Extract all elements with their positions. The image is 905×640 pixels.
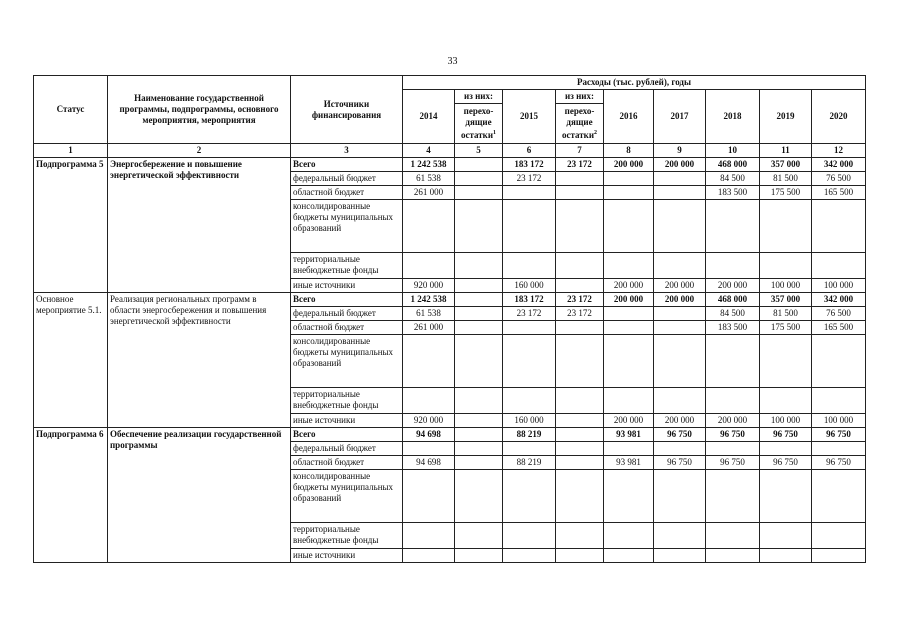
table-cell: 468 000 bbox=[706, 158, 760, 172]
table-cell bbox=[503, 200, 556, 253]
table-cell: 76 500 bbox=[812, 172, 866, 186]
table-cell bbox=[403, 253, 455, 279]
row-source-label: консолидированные бюджеты муниципальных образований bbox=[291, 200, 403, 253]
table-cell bbox=[812, 388, 866, 414]
table-cell bbox=[654, 388, 706, 414]
table-cell bbox=[706, 442, 760, 456]
row-source-label: федеральный бюджет bbox=[291, 307, 403, 321]
table-cell bbox=[503, 253, 556, 279]
table-cell bbox=[812, 470, 866, 523]
table-row bbox=[34, 158, 866, 172]
table-cell: 96 750 bbox=[706, 456, 760, 470]
table-cell bbox=[455, 414, 503, 428]
table-cell: 200 000 bbox=[654, 414, 706, 428]
table-cell bbox=[503, 335, 556, 388]
table-cell bbox=[706, 253, 760, 279]
table-cell bbox=[604, 549, 654, 563]
table-cell bbox=[812, 335, 866, 388]
table-cell: 100 000 bbox=[812, 279, 866, 293]
table-cell bbox=[403, 549, 455, 563]
table-cell: 94 698 bbox=[403, 428, 455, 442]
table-cell: 261 000 bbox=[403, 186, 455, 200]
header-2017: 2017 bbox=[654, 90, 706, 144]
table-cell: 23 172 bbox=[556, 307, 604, 321]
table-cell: 23 172 bbox=[556, 293, 604, 307]
table-cell: 357 000 bbox=[760, 293, 812, 307]
row-source-label: иные источники bbox=[291, 414, 403, 428]
table-cell bbox=[812, 253, 866, 279]
table-cell bbox=[455, 200, 503, 253]
header-carryover-1: перехо- дящие остатки$^1$ bbox=[455, 104, 503, 144]
table-cell bbox=[654, 200, 706, 253]
row-source-label: федеральный бюджет bbox=[291, 172, 403, 186]
page-number: 33 bbox=[447, 56, 458, 67]
table-cell: 96 750 bbox=[760, 428, 812, 442]
table-cell: 200 000 bbox=[604, 293, 654, 307]
table-cell: 23 172 bbox=[556, 158, 604, 172]
row-source-label: консолидированные бюджеты муниципальных образований bbox=[291, 335, 403, 388]
table-cell bbox=[760, 253, 812, 279]
table-cell: 160 000 bbox=[503, 414, 556, 428]
row-source-label: федеральный бюджет bbox=[291, 442, 403, 456]
table-cell bbox=[654, 307, 706, 321]
row-source-label: Всего bbox=[291, 158, 403, 172]
table-cell: 200 000 bbox=[654, 158, 706, 172]
table-cell: 200 000 bbox=[604, 279, 654, 293]
row-source-label: иные источники bbox=[291, 549, 403, 563]
table-cell bbox=[760, 523, 812, 549]
table-cell bbox=[604, 253, 654, 279]
table-cell: 96 750 bbox=[706, 428, 760, 442]
table-cell: 1 242 538 bbox=[403, 158, 455, 172]
table-cell: 100 000 bbox=[760, 414, 812, 428]
budget-table bbox=[33, 75, 866, 563]
header-2014: 2014 bbox=[403, 90, 455, 144]
table-cell bbox=[604, 470, 654, 523]
table-cell bbox=[706, 549, 760, 563]
row-status: Основное мероприятие 5.1. bbox=[34, 293, 108, 428]
table-cell bbox=[654, 523, 706, 549]
table-cell bbox=[654, 549, 706, 563]
table-cell bbox=[455, 523, 503, 549]
table-cell: 88 219 bbox=[503, 456, 556, 470]
table-cell: 200 000 bbox=[654, 279, 706, 293]
table-cell bbox=[455, 470, 503, 523]
table-cell bbox=[556, 442, 604, 456]
table-cell bbox=[760, 442, 812, 456]
header-status: Статус bbox=[34, 76, 108, 144]
row-source-label: областной бюджет bbox=[291, 321, 403, 335]
table-row bbox=[34, 428, 866, 442]
table-cell: 200 000 bbox=[706, 279, 760, 293]
table-cell bbox=[455, 307, 503, 321]
table-cell bbox=[654, 172, 706, 186]
header-2020: 2020 bbox=[812, 90, 866, 144]
table-cell: 200 000 bbox=[604, 158, 654, 172]
table-cell bbox=[812, 549, 866, 563]
table-cell bbox=[455, 172, 503, 186]
table-cell: 96 750 bbox=[812, 456, 866, 470]
table-cell: 342 000 bbox=[812, 293, 866, 307]
table-cell: 61 538 bbox=[403, 307, 455, 321]
table-cell bbox=[812, 200, 866, 253]
row-source-label: областной бюджет bbox=[291, 186, 403, 200]
table-cell bbox=[604, 523, 654, 549]
table-cell bbox=[604, 172, 654, 186]
table-cell bbox=[706, 335, 760, 388]
row-source-label: областной бюджет bbox=[291, 456, 403, 470]
table-cell bbox=[706, 388, 760, 414]
table-cell bbox=[654, 253, 706, 279]
table-cell bbox=[706, 200, 760, 253]
table-cell: 100 000 bbox=[812, 414, 866, 428]
table-cell: 81 500 bbox=[760, 307, 812, 321]
table-cell: 61 538 bbox=[403, 172, 455, 186]
table-cell bbox=[654, 470, 706, 523]
table-cell bbox=[503, 549, 556, 563]
table-cell bbox=[455, 293, 503, 307]
table-cell: 160 000 bbox=[503, 279, 556, 293]
table-cell bbox=[760, 470, 812, 523]
header-source: Источники финансирования bbox=[291, 76, 403, 144]
table-cell bbox=[760, 388, 812, 414]
table-cell bbox=[455, 186, 503, 200]
table-cell bbox=[455, 428, 503, 442]
table-cell bbox=[455, 158, 503, 172]
table-cell: 175 500 bbox=[760, 186, 812, 200]
row-source-label: территориальные внебюджетные фонды bbox=[291, 388, 403, 414]
table-cell bbox=[654, 442, 706, 456]
table-cell bbox=[455, 321, 503, 335]
table-cell: 88 219 bbox=[503, 428, 556, 442]
table-cell bbox=[503, 523, 556, 549]
table-cell bbox=[403, 442, 455, 456]
table-cell bbox=[455, 549, 503, 563]
table-cell: 93 981 bbox=[604, 456, 654, 470]
table-cell bbox=[604, 186, 654, 200]
table-cell bbox=[503, 442, 556, 456]
table-cell bbox=[503, 186, 556, 200]
table-cell bbox=[556, 523, 604, 549]
table-cell: 94 698 bbox=[403, 456, 455, 470]
table-cell: 200 000 bbox=[654, 293, 706, 307]
table-cell bbox=[455, 335, 503, 388]
table-cell: 23 172 bbox=[503, 172, 556, 186]
table-cell: 96 750 bbox=[812, 428, 866, 442]
table-cell bbox=[556, 200, 604, 253]
table-cell: 920 000 bbox=[403, 414, 455, 428]
table-cell bbox=[556, 549, 604, 563]
table-cell bbox=[604, 321, 654, 335]
table-cell bbox=[503, 388, 556, 414]
table-cell: 200 000 bbox=[706, 414, 760, 428]
table-cell: 200 000 bbox=[604, 414, 654, 428]
table-cell bbox=[403, 335, 455, 388]
table-cell bbox=[604, 200, 654, 253]
table-cell: 261 000 bbox=[403, 321, 455, 335]
table-cell bbox=[556, 253, 604, 279]
table-cell bbox=[556, 456, 604, 470]
table-row bbox=[34, 293, 866, 307]
table-cell: 81 500 bbox=[760, 172, 812, 186]
table-cell bbox=[403, 200, 455, 253]
table-cell: 96 750 bbox=[654, 456, 706, 470]
table-cell: 1 242 538 bbox=[403, 293, 455, 307]
row-source-label: иные источники bbox=[291, 279, 403, 293]
table-cell: 357 000 bbox=[760, 158, 812, 172]
table-cell: 96 750 bbox=[654, 428, 706, 442]
table-cell bbox=[654, 335, 706, 388]
table-cell bbox=[604, 307, 654, 321]
table-cell bbox=[503, 321, 556, 335]
table-cell: 23 172 bbox=[503, 307, 556, 321]
table-cell: 468 000 bbox=[706, 293, 760, 307]
header-2015: 2015 bbox=[503, 90, 556, 144]
row-source-label: территориальные внебюджетные фонды bbox=[291, 253, 403, 279]
table-cell: 183 500 bbox=[706, 321, 760, 335]
column-index-row: 1 2 3 4 5 6 7 8 9 10 11 12 bbox=[34, 144, 866, 158]
table-cell bbox=[403, 388, 455, 414]
table-cell bbox=[760, 549, 812, 563]
table-cell bbox=[556, 335, 604, 388]
table-cell bbox=[812, 523, 866, 549]
header-carryover-2: перехо- дящие остатки$^2$ bbox=[556, 104, 604, 144]
table-cell bbox=[455, 456, 503, 470]
table-cell: 84 500 bbox=[706, 307, 760, 321]
table-cell: 165 500 bbox=[812, 186, 866, 200]
table-cell bbox=[403, 470, 455, 523]
table-cell: 175 500 bbox=[760, 321, 812, 335]
table-cell bbox=[654, 321, 706, 335]
table-cell bbox=[556, 470, 604, 523]
table-cell: 920 000 bbox=[403, 279, 455, 293]
table-cell bbox=[556, 414, 604, 428]
table-cell: 183 500 bbox=[706, 186, 760, 200]
row-program-name: Обеспечение реализации государственной программы bbox=[108, 428, 291, 563]
table-cell bbox=[556, 172, 604, 186]
table-cell bbox=[503, 470, 556, 523]
header-2016: 2016 bbox=[604, 90, 654, 144]
table-cell bbox=[760, 200, 812, 253]
row-status: Подпрограмма 6 bbox=[34, 428, 108, 563]
table-cell bbox=[604, 388, 654, 414]
table-cell bbox=[403, 523, 455, 549]
table-cell bbox=[556, 321, 604, 335]
table-cell bbox=[706, 523, 760, 549]
table-cell bbox=[654, 186, 706, 200]
table-cell: 96 750 bbox=[760, 456, 812, 470]
table-cell bbox=[760, 335, 812, 388]
table-cell: 93 981 bbox=[604, 428, 654, 442]
table-cell: 76 500 bbox=[812, 307, 866, 321]
row-status: Подпрограмма 5 bbox=[34, 158, 108, 293]
header-of-them-1: из них: bbox=[455, 90, 503, 104]
table-cell bbox=[455, 279, 503, 293]
table-cell bbox=[455, 442, 503, 456]
table-cell bbox=[706, 470, 760, 523]
row-source-label: Всего bbox=[291, 293, 403, 307]
table-cell bbox=[556, 186, 604, 200]
table-cell: 342 000 bbox=[812, 158, 866, 172]
table-cell bbox=[556, 388, 604, 414]
table-cell bbox=[455, 388, 503, 414]
header-2018: 2018 bbox=[706, 90, 760, 144]
row-source-label: Всего bbox=[291, 428, 403, 442]
table-cell bbox=[556, 279, 604, 293]
table-cell bbox=[455, 253, 503, 279]
table-cell: 165 500 bbox=[812, 321, 866, 335]
header-2019: 2019 bbox=[760, 90, 812, 144]
table-cell bbox=[812, 442, 866, 456]
row-source-label: консолидированные бюджеты муниципальных образований bbox=[291, 470, 403, 523]
row-program-name: Энергосбережение и повышение энергетической эффективности bbox=[108, 158, 291, 293]
table-cell bbox=[556, 428, 604, 442]
table-cell: 84 500 bbox=[706, 172, 760, 186]
table-cell bbox=[604, 442, 654, 456]
table-cell: 100 000 bbox=[760, 279, 812, 293]
table-cell: 183 172 bbox=[503, 158, 556, 172]
header-expenses: Расходы (тыс. рублей), годы bbox=[403, 76, 866, 90]
row-source-label: территориальные внебюджетные фонды bbox=[291, 523, 403, 549]
header-of-them-2: из них: bbox=[556, 90, 604, 104]
table-cell bbox=[604, 335, 654, 388]
row-program-name: Реализация региональных программ в области энергосбережения и повышения энергетической эффективности bbox=[108, 293, 291, 428]
header-name: Наименование государственной программы, подпрограммы, основного мероприятия, мероприятия bbox=[108, 76, 291, 144]
table-cell: 183 172 bbox=[503, 293, 556, 307]
